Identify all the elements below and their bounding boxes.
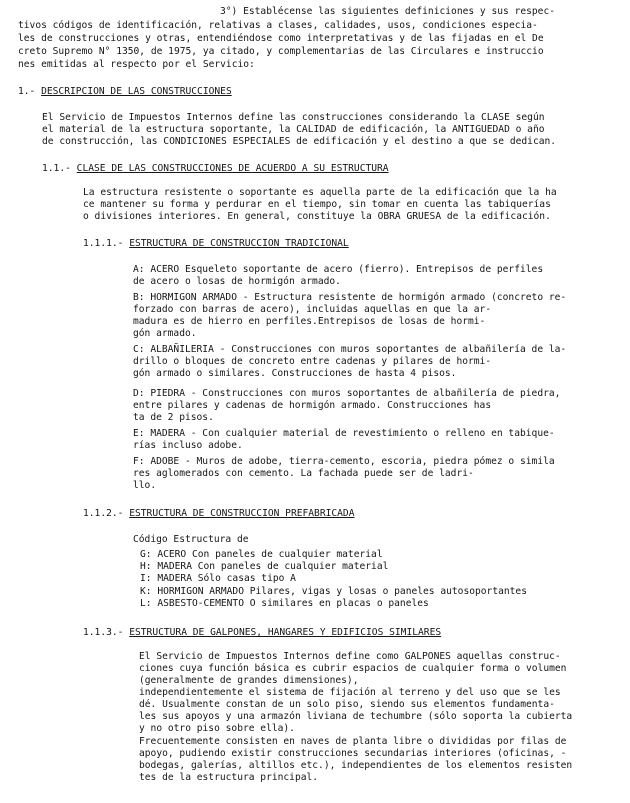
- intro-line-5: nes emitidas al respecto por el Servicio:: [18, 59, 255, 70]
- item-b-line-2: forzado con barras de acero), incluidas aquellas en que la ar-: [133, 304, 492, 315]
- section-1-1-3-line-7: y no otro piso sobre ella).: [139, 723, 295, 734]
- section-1-title: DESCRIPCION DE LAS CONSTRUCCIONES: [41, 86, 232, 97]
- section-1-heading: [18, 86, 232, 98]
- section-1-1-3-line-8: Frecuentemente consisten en naves de planta libre o divididas por filas de: [139, 736, 567, 747]
- section-1-1-3-line-11: tes de la estructura principal.: [139, 772, 319, 783]
- section-1-1-3-line-9: apoyo, pudiendo existir construcciones secundarias interiores (oficinas, -: [139, 748, 567, 759]
- prefab-row-l: L: ASBESTO-CEMENTO O similares en placas o paneles: [140, 598, 429, 609]
- section-1-1-3-line-5: dé. Usualmente constan de un solo piso, siendo sus elementos fundamenta-: [139, 699, 555, 710]
- section-1-1-line-2: ce mantener su forma y perdurar en el tiempo, sin tomar en cuenta las tabiquerías: [83, 199, 551, 210]
- item-d-line-1: D: PIEDRA - Construcciones con muros soportantes de albañilería de piedra,: [133, 388, 561, 399]
- item-d-line-2: entre pilares y cadenas de hormigón armado. Construcciones has: [133, 400, 492, 411]
- section-1-line-1: El Servicio de Impuestos Internos define las construcciones considerando la CLASE según: [42, 112, 545, 123]
- item-f-line-1: F: ADOBE - Muros de adobe, tierra-cemento, escoria, piedra pómez o simila: [133, 456, 555, 467]
- item-d-line-3: ta de 2 pisos.: [133, 412, 214, 423]
- section-1-1-number: 1.1.-: [42, 163, 71, 174]
- item-c-line-2: drillo o bloques de concreto entre cadenas y pilares de hormi-: [133, 356, 492, 367]
- section-1-line-3: de construcción, las CONDICIONES ESPECIALES de edificación y el destino a que se dedican.: [42, 136, 557, 147]
- item-c-line-1: C: ALBAÑILERIA - Construcciones con muros soportantes de albañilería de la-: [133, 344, 567, 355]
- intro-line-1: 3°) Establécense las siguientes definiciones y sus respec-: [220, 6, 556, 17]
- prefab-table-header: Código Estructura de: [133, 534, 249, 545]
- intro-line-3: les de construcciones y otras, entendiéndose como interpretativas y de las fijadas en el De: [18, 33, 544, 44]
- section-1-1-1-heading: [83, 238, 349, 250]
- section-1-1-3-heading: [83, 627, 441, 639]
- section-1-1-3-number: 1.1.3.-: [83, 627, 124, 638]
- item-a-line-1: A: ACERO Esqueleto soportante de acero (fierro). Entrepisos de perfiles: [133, 264, 544, 275]
- item-f-line-2: res aglomerados con cemento. La fachada puede ser de ladri-: [133, 468, 474, 479]
- prefab-row-k: K: HORMIGON ARMADO Pilares, vigas y losas o paneles autosoportantes: [140, 586, 527, 597]
- item-b-line-3: madura es de hierro en perfiles.Entrepisos de losas de hormi-: [133, 316, 486, 327]
- section-1-1-2-number: 1.1.2.-: [83, 508, 124, 519]
- prefab-row-i: I: MADERA Sólo casas tipo A: [140, 573, 296, 584]
- item-e-line-2: rías incluso adobe.: [133, 440, 243, 451]
- section-1-1-3-line-2: ciones cuya función básica es cubrir espacios de cualquier forma o volumen: [139, 663, 567, 674]
- section-1-1-line-1: La estructura resistente o soportante es aquella parte de la edificación que la ha: [83, 187, 557, 198]
- section-1-1-title: CLASE DE LAS CONSTRUCCIONES DE ACUERDO A SU ESTRUCTURA: [76, 163, 389, 174]
- item-b-line-4: gón armado.: [133, 328, 197, 339]
- prefab-row-h: H: MADERA Con paneles de cualquier material: [140, 561, 389, 572]
- section-1-1-2-title: ESTRUCTURA DE CONSTRUCCION PREFABRICADA: [129, 508, 355, 519]
- section-1-1-line-3: o divisiones interiores. En general, constituye la OBRA GRUESA de la edificación.: [83, 211, 551, 222]
- section-1-number: 1.-: [18, 86, 36, 97]
- section-1-1-3-title: ESTRUCTURA DE GALPONES, HANGARES Y EDIFICIOS SIMILARES: [129, 627, 442, 638]
- section-1-1-1-number: 1.1.1.-: [83, 238, 124, 249]
- section-1-1-2-heading: [83, 508, 354, 520]
- section-1-1-3-line-1: El Servicio de Impuestos Internos define como GALPONES aquellas construc-: [139, 651, 561, 662]
- section-1-line-2: el material de la estructura soportante, la CALIDAD de edificación, la ANTIGUEDAD o año: [42, 124, 545, 135]
- intro-line-2: tivos códigos de identificación, relativas a clases, calidades, usos, condiciones especia-: [18, 20, 538, 31]
- section-1-1-heading: [42, 163, 389, 175]
- item-f-line-3: llo.: [133, 480, 157, 491]
- item-b-line-1: B: HORMIGON ARMADO - Estructura resistente de hormigón armado (concreto re-: [133, 292, 567, 303]
- item-a-line-2: de acero o losas de hormigón armado.: [133, 276, 341, 287]
- prefab-row-g: G: ACERO Con paneles de cualquier material: [140, 549, 383, 560]
- section-1-1-3-line-6: les sus apoyos y una armazón liviana de techumbre (sólo soporta la cubierta: [139, 711, 573, 722]
- section-1-1-3-line-10: bodegas, galerías, altillos etc.), independientes de los elementos resisten: [139, 760, 573, 771]
- section-1-1-3-line-4: independientemente el sistema de fijación al terreno y del uso que se les: [139, 687, 561, 698]
- section-1-1-1-title: ESTRUCTURA DE CONSTRUCCION TRADICIONAL: [129, 238, 349, 249]
- intro-line-4: creto Supremo N° 1350, de 1975, ya citado, y complementarias de las Circulares e instruccio: [18, 46, 544, 57]
- item-e-line-1: E: MADERA - Con cualquier material de revestimiento o relleno en tabique-: [133, 428, 555, 439]
- item-c-line-3: gón armado o similares. Construcciones de hasta 4 pisos.: [133, 368, 457, 379]
- section-1-1-3-line-3: (generalmente de grandes dimensiones),: [139, 675, 359, 686]
